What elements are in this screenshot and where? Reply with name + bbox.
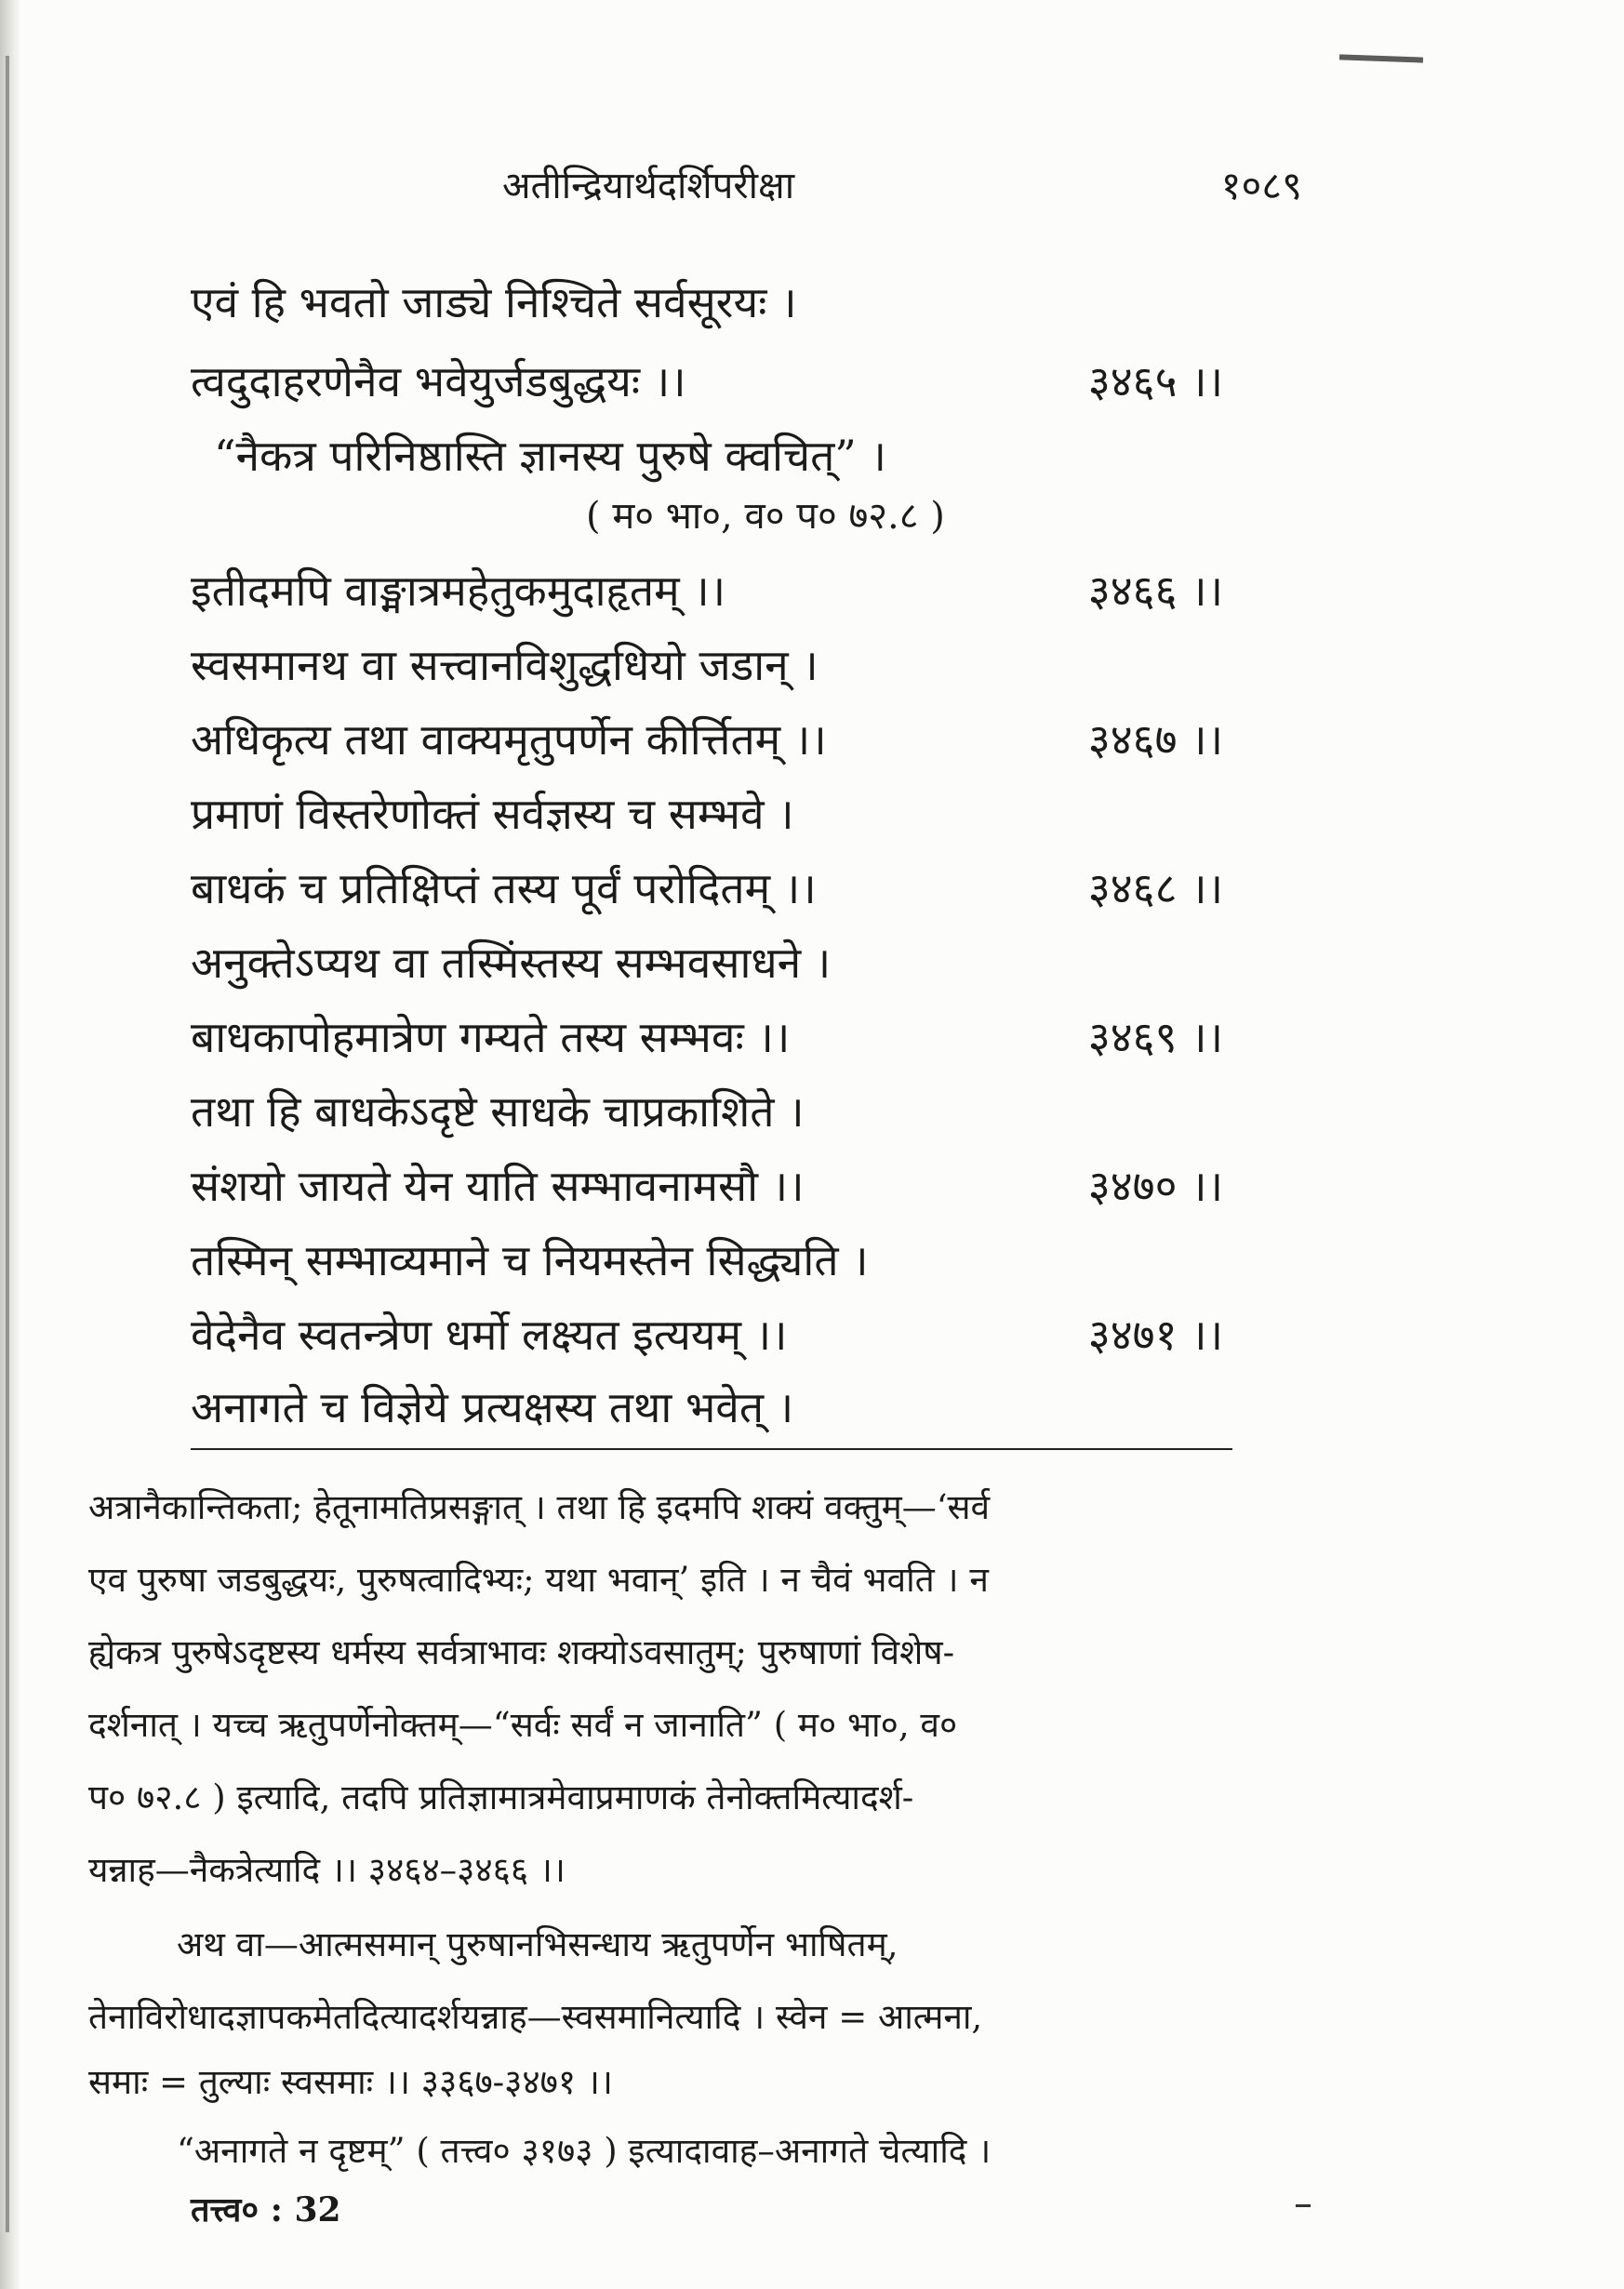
commentary-line: यन्नाह—नैकत्रेत्यादि ।। ३४६४–३४६६ ।। <box>88 1850 566 1890</box>
verse-number: ३४६७ ।। <box>1087 714 1223 765</box>
verse-text: तस्मिन् सम्भाव्यमाने च नियमस्तेन सिद्ध्यति । <box>191 1235 869 1285</box>
verse-line <box>191 1079 1260 1144</box>
verse-number: ३४७१ ।। <box>1087 1310 1223 1360</box>
running-title: अतीन्द्रियार्थदर्शिपरीक्षा <box>502 165 795 207</box>
commentary-line: अत्रानैकान्तिकता; हेतूनामतिप्रसङ्गात् । तथा हि इदमपि शक्यं वक्तुम्—‘सर्व <box>88 1487 991 1527</box>
verse-line <box>191 270 1260 335</box>
verse-number: ३४७० ।। <box>1087 1161 1223 1211</box>
ink-mark <box>1296 2204 1311 2207</box>
verse-text: अनुक्तेऽप्यथ वा तस्मिंस्तस्य सम्भवसाधने । <box>191 938 832 988</box>
page-number: १०८९ <box>1220 163 1302 208</box>
citation-line <box>586 484 1624 549</box>
verse-text: “नैकत्र परिनिष्ठास्ति ज्ञानस्य पुरुषे क्वचित्” । <box>214 431 886 481</box>
verse-number: ३४६६ ।। <box>1087 566 1223 616</box>
separator-rule <box>191 1448 1232 1450</box>
verse-line <box>191 781 1260 846</box>
verse-line <box>191 930 1260 995</box>
verse-line <box>191 1375 1260 1440</box>
verse-number: ३४६८ ।। <box>1087 863 1223 913</box>
page-header <box>186 158 1302 223</box>
verse-line <box>214 423 1284 488</box>
verse-text: तथा हि बाधकेऽदृष्टे साधके चाप्रकाशिते । <box>191 1086 805 1137</box>
verse-text: वेदेनैव स्वतन्त्रेण धर्मो लक्ष्यत इत्ययम् ।। <box>191 1310 788 1360</box>
verse-text: अधिकृत्य तथा वाक्यमृतुपर्णेन कीर्त्तितम् ।। <box>191 714 827 765</box>
verse-number: ३४६९ ।। <box>1087 1012 1223 1062</box>
commentary-line: एव पुरुषा जडबुद्धयः, पुरुषत्वादिभ्यः; यथा भवान्’ इति । न चैवं भवति । न <box>88 1560 989 1600</box>
verse-line <box>191 1228 1260 1293</box>
verse-text: इतीदमपि वाङ्मात्रमहेतुकमुदाहृतम् ।। <box>191 566 726 616</box>
commentary-line: ह्येकत्र पुरुषेऽदृष्टस्य धर्मस्य सर्वत्राभावः शक्योऽवसातुम्; पुरुषाणां विशेष- <box>88 1632 955 1672</box>
commentary-line: दर्शनात् । यच्च ऋतुपर्णेनोक्तम्—“सर्वः सर्वं न जानाति” ( म० भा०, व० <box>88 1705 958 1745</box>
verse-text: त्वदुदाहरणेनैव भवेयुर्जडबुद्धयः ।। <box>191 356 686 406</box>
commentary-line: समाः = तुल्याः स्वसमाः ।। ३३६७-३४७१ ।। <box>88 2062 613 2102</box>
verse-line <box>191 1302 1260 1367</box>
verse-text: संशयो जायते येन याति सम्भावनामसौ ।। <box>191 1161 805 1211</box>
verse-line <box>191 632 1260 698</box>
commentary-line: “अनागते न दृष्टम्” ( तत्त्व० ३१७३ ) इत्यादावाह–अनागते चेत्यादि । <box>177 2131 992 2171</box>
ink-mark <box>1339 54 1423 62</box>
verse-line <box>191 856 1260 921</box>
verse-line <box>191 1005 1260 1070</box>
citation-text: ( म० भा०, व० प० ७२.८ ) <box>586 495 945 538</box>
verse-line <box>191 707 1260 772</box>
verse-text: प्रमाणं विस्तरेणोक्तं सर्वज्ञस्य च सम्भवे । <box>191 789 794 839</box>
verse-line <box>191 558 1260 623</box>
scanned-page-edge <box>0 0 20 2289</box>
verse-text: बाधकापोहमात्रेण गम्यते तस्य सम्भवः ।। <box>191 1012 791 1062</box>
commentary-line: तेनाविरोधादज्ञापकमेतदित्यादर्शयन्नाह—स्वसमानित्यादि । स्वेन = आत्मना, <box>88 1997 983 2037</box>
verse-text: स्वसमानथ वा सत्त्वानविशुद्धधियो जडान् । <box>191 640 819 690</box>
verse-text: एवं हि भवतो जाड्ये निश्चिते सर्वसूरयः । <box>191 277 797 327</box>
verse-line <box>191 349 1260 414</box>
verse-text: बाधकं च प्रतिक्षिप्तं तस्य पूर्वं परोदितम् ।। <box>191 863 817 913</box>
verse-number: ३४६५ ।। <box>1087 356 1223 406</box>
binding-line <box>6 56 9 2232</box>
commentary-line: प० ७२.८ ) इत्यादि, तदपि प्रतिज्ञामात्रमेवाप्रमाणकं तेनोक्तमित्यादर्श- <box>88 1777 914 1817</box>
verse-line <box>191 1153 1260 1218</box>
verse-text: अनागते च विज्ञेये प्रत्यक्षस्य तथा भवेत् । <box>191 1382 794 1432</box>
signature-mark: तत्त्व० : 32 <box>191 2190 341 2229</box>
commentary-line: अथ वा—आत्मसमान् पुरुषानभिसन्धाय ऋतुपर्णेन भाषितम्, <box>177 1924 899 1964</box>
